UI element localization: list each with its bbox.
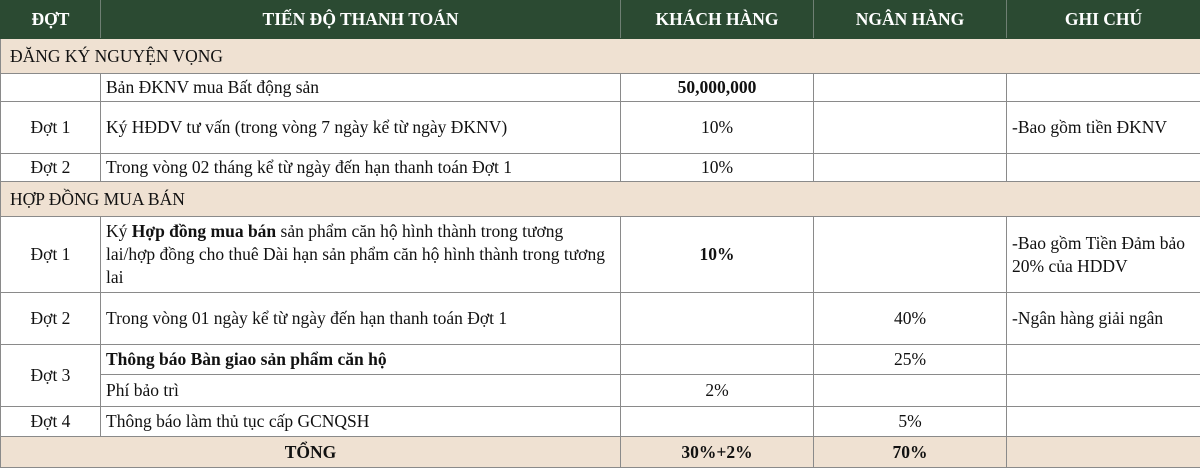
cell-dot [1,74,101,102]
cell-note: -Bao gồm Tiền Đảm bảo 20% của HDDV [1007,217,1200,293]
cell-dot: Đợt 4 [1,407,101,437]
header-row [1,1,1200,39]
cell-desc: Phí bảo trì [101,375,621,407]
cell-customer: 10% [621,154,814,182]
table-row [1,293,1200,345]
table-row [1,154,1200,182]
cell-customer: 10% [621,102,814,154]
cell-customer [621,407,814,437]
cell-desc: Thông báo Bàn giao sản phẩm căn hộ [101,345,621,375]
total-customer: 30%+2% [621,437,814,468]
table-row [1,407,1200,437]
table-row [1,375,1200,407]
cell-dot: Đợt 1 [1,217,101,293]
cell-bank [814,375,1007,407]
desc-bold: Hợp đồng mua bán [132,221,276,241]
header-note: GHI CHÚ [1007,1,1200,39]
cell-note [1007,407,1200,437]
cell-desc: Bản ĐKNV mua Bất động sản [101,74,621,102]
table-row [1,345,1200,375]
cell-customer: 50,000,000 [621,74,814,102]
cell-desc: Thông báo làm thủ tục cấp GCNQSH [101,407,621,437]
cell-bank: 5% [814,407,1007,437]
cell-note [1007,375,1200,407]
cell-desc: Trong vòng 01 ngày kể từ ngày đến hạn thanh toán Đợt 1 [101,293,621,345]
total-note [1007,437,1200,468]
header-dot: ĐỢT [1,1,101,39]
total-bank: 70% [814,437,1007,468]
total-label: TỔNG [1,437,621,468]
header-progress: TIẾN ĐỘ THANH TOÁN [101,1,621,39]
table-row [1,102,1200,154]
cell-dot: Đợt 1 [1,102,101,154]
table-row [1,217,1200,293]
cell-customer [621,293,814,345]
cell-note [1007,74,1200,102]
desc-suffix: sản phẩm căn hộ hình thành trong tương lai/hợp đồng cho thuê Dài hạn sản phẩm căn hộ hình thành trong tương lai [106,221,605,287]
cell-customer [621,345,814,375]
cell-dot: Đợt 2 [1,293,101,345]
cell-note: -Ngân hàng giải ngân [1007,293,1200,345]
desc-prefix: Ký [106,221,132,241]
cell-dot: Đợt 2 [1,154,101,182]
cell-customer: 2% [621,375,814,407]
cell-desc: Ký HĐDV tư vấn (trong vòng 7 ngày kể từ ngày ĐKNV) [101,102,621,154]
cell-bank [814,102,1007,154]
cell-bank: 40% [814,293,1007,345]
section-title-row [1,182,1200,217]
table-row [1,74,1200,102]
header-customer: KHÁCH HÀNG [621,1,814,39]
cell-bank: 25% [814,345,1007,375]
cell-bank [814,74,1007,102]
section-title-row [1,39,1200,74]
section-title: HỢP ĐỒNG MUA BÁN [1,182,1200,217]
cell-desc [101,217,621,293]
cell-note: -Bao gồm tiền ĐKNV [1007,102,1200,154]
section-title: ĐĂNG KÝ NGUYỆN VỌNG [1,39,1200,74]
cell-note [1007,345,1200,375]
cell-dot: Đợt 3 [1,345,101,407]
cell-desc: Trong vòng 02 tháng kể từ ngày đến hạn thanh toán Đợt 1 [101,154,621,182]
cell-bank [814,217,1007,293]
cell-customer: 10% [621,217,814,293]
total-row [1,437,1200,468]
cell-bank [814,154,1007,182]
header-bank: NGÂN HÀNG [814,1,1007,39]
cell-note [1007,154,1200,182]
